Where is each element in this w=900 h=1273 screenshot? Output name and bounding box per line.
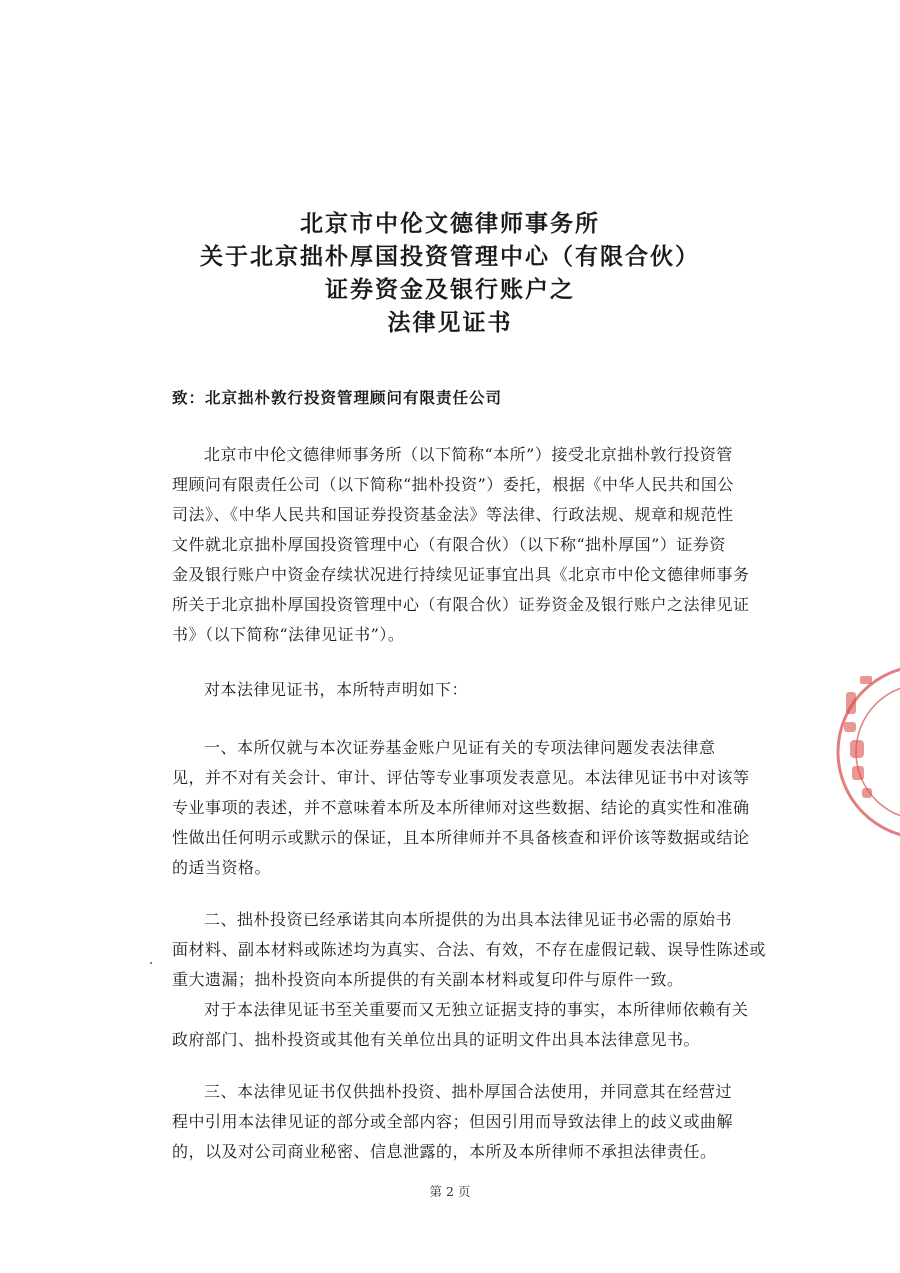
item-2-continuation-paragraph [172,995,772,1055]
scan-speck [150,962,152,964]
text-line: 三、本法律见证书仅供拙朴投资、拙朴厚国合法使用，并同意其在经营过 [204,1082,733,1101]
text-line: 对本法律见证书，本所特声明如下： [204,680,469,699]
text-line: 政府部门、拙朴投资或其他有关单位出具的证明文件出具本法律意见书。 [172,1030,701,1049]
text-line: 二、拙朴投资已经承诺其向本所提供的为出具本法律见证书必需的原始书 [204,910,733,929]
seal-stamp-icon [832,662,900,842]
text-line: 专业事项的表述，并不意味着本所及本所律师对这些数据、结论的真实性和准确 [172,798,750,817]
text-line: 重大遗漏；拙朴投资向本所提供的有关副本材料或复印件与原件一致。 [172,970,684,989]
text-line: 司法》、《中华人民共和国证券投资基金法》等法律、行政法规、规章和规范性 [172,505,734,524]
declaration-paragraph [172,675,772,705]
text-line: 所关于北京拙朴厚国投资管理中心（有限合伙）证券资金及银行账户之法律见证 [172,595,750,614]
text-line: 见，并不对有关会计、审计、评估等专业事项发表意见。本法律见证书中对该等 [172,768,750,787]
text-line: 面材料、副本材料或陈述均为真实、合法、有效，不存在虚假记载、误导性陈述或 [172,940,767,959]
page-number: 第 2 页 [429,1184,471,1199]
title-line: 证券资金及银行账户之 [325,277,575,303]
text-line: 理顾问有限责任公司（以下简称“拙朴投资”）委托，根据《中华人民共和国公 [172,475,734,494]
title-line: 法律见证书 [387,310,513,336]
item-1-paragraph [172,733,772,883]
text-line: 北京市中伦文德律师事务所（以下简称“本所”）接受北京拙朴敦行投资管 [204,445,733,464]
title-line: 北京市中伦文德律师事务所 [300,211,600,237]
text-line: 书》（以下简称“法律见证书”）。 [172,625,405,644]
text-line: 金及银行账户中资金存续状况进行持续见证事宜出具《北京市中伦文德律师事务 [172,565,750,584]
text-line: 的适当资格。 [172,858,272,877]
text-line: 文件就北京拙朴厚国投资管理中心（有限合伙）（以下称“拙朴厚国”）证券资 [172,535,726,554]
stamp-outer-ring [838,666,900,838]
item-3-paragraph [172,1077,772,1167]
title-line: 关于北京拙朴厚国投资管理中心（有限合伙） [200,244,700,270]
text-line: 对于本法律见证书至关重要而又无独立证据支持的事实，本所律师依赖有关 [204,1000,749,1019]
text-line: 程中引用本法律见证的部分或全部内容；但因引用而导致法律上的歧义或曲解 [172,1112,734,1131]
addressee: 致：北京拙朴敦行投资管理顾问有限责任公司 [172,389,503,407]
item-2-paragraph [172,905,772,995]
text-line: 性做出任何明示或默示的保证，且本所律师并不具备核查和评价该等数据或结论 [172,828,750,847]
document-title [0,208,900,340]
intro-paragraph [172,440,772,650]
text-line: 的，以及对公司商业秘密、信息泄露的，本所及本所律师不承担法律责任。 [172,1142,717,1161]
text-line: 一、本所仅就与本次证券基金账户见证有关的专项法律问题发表法律意 [204,738,716,757]
